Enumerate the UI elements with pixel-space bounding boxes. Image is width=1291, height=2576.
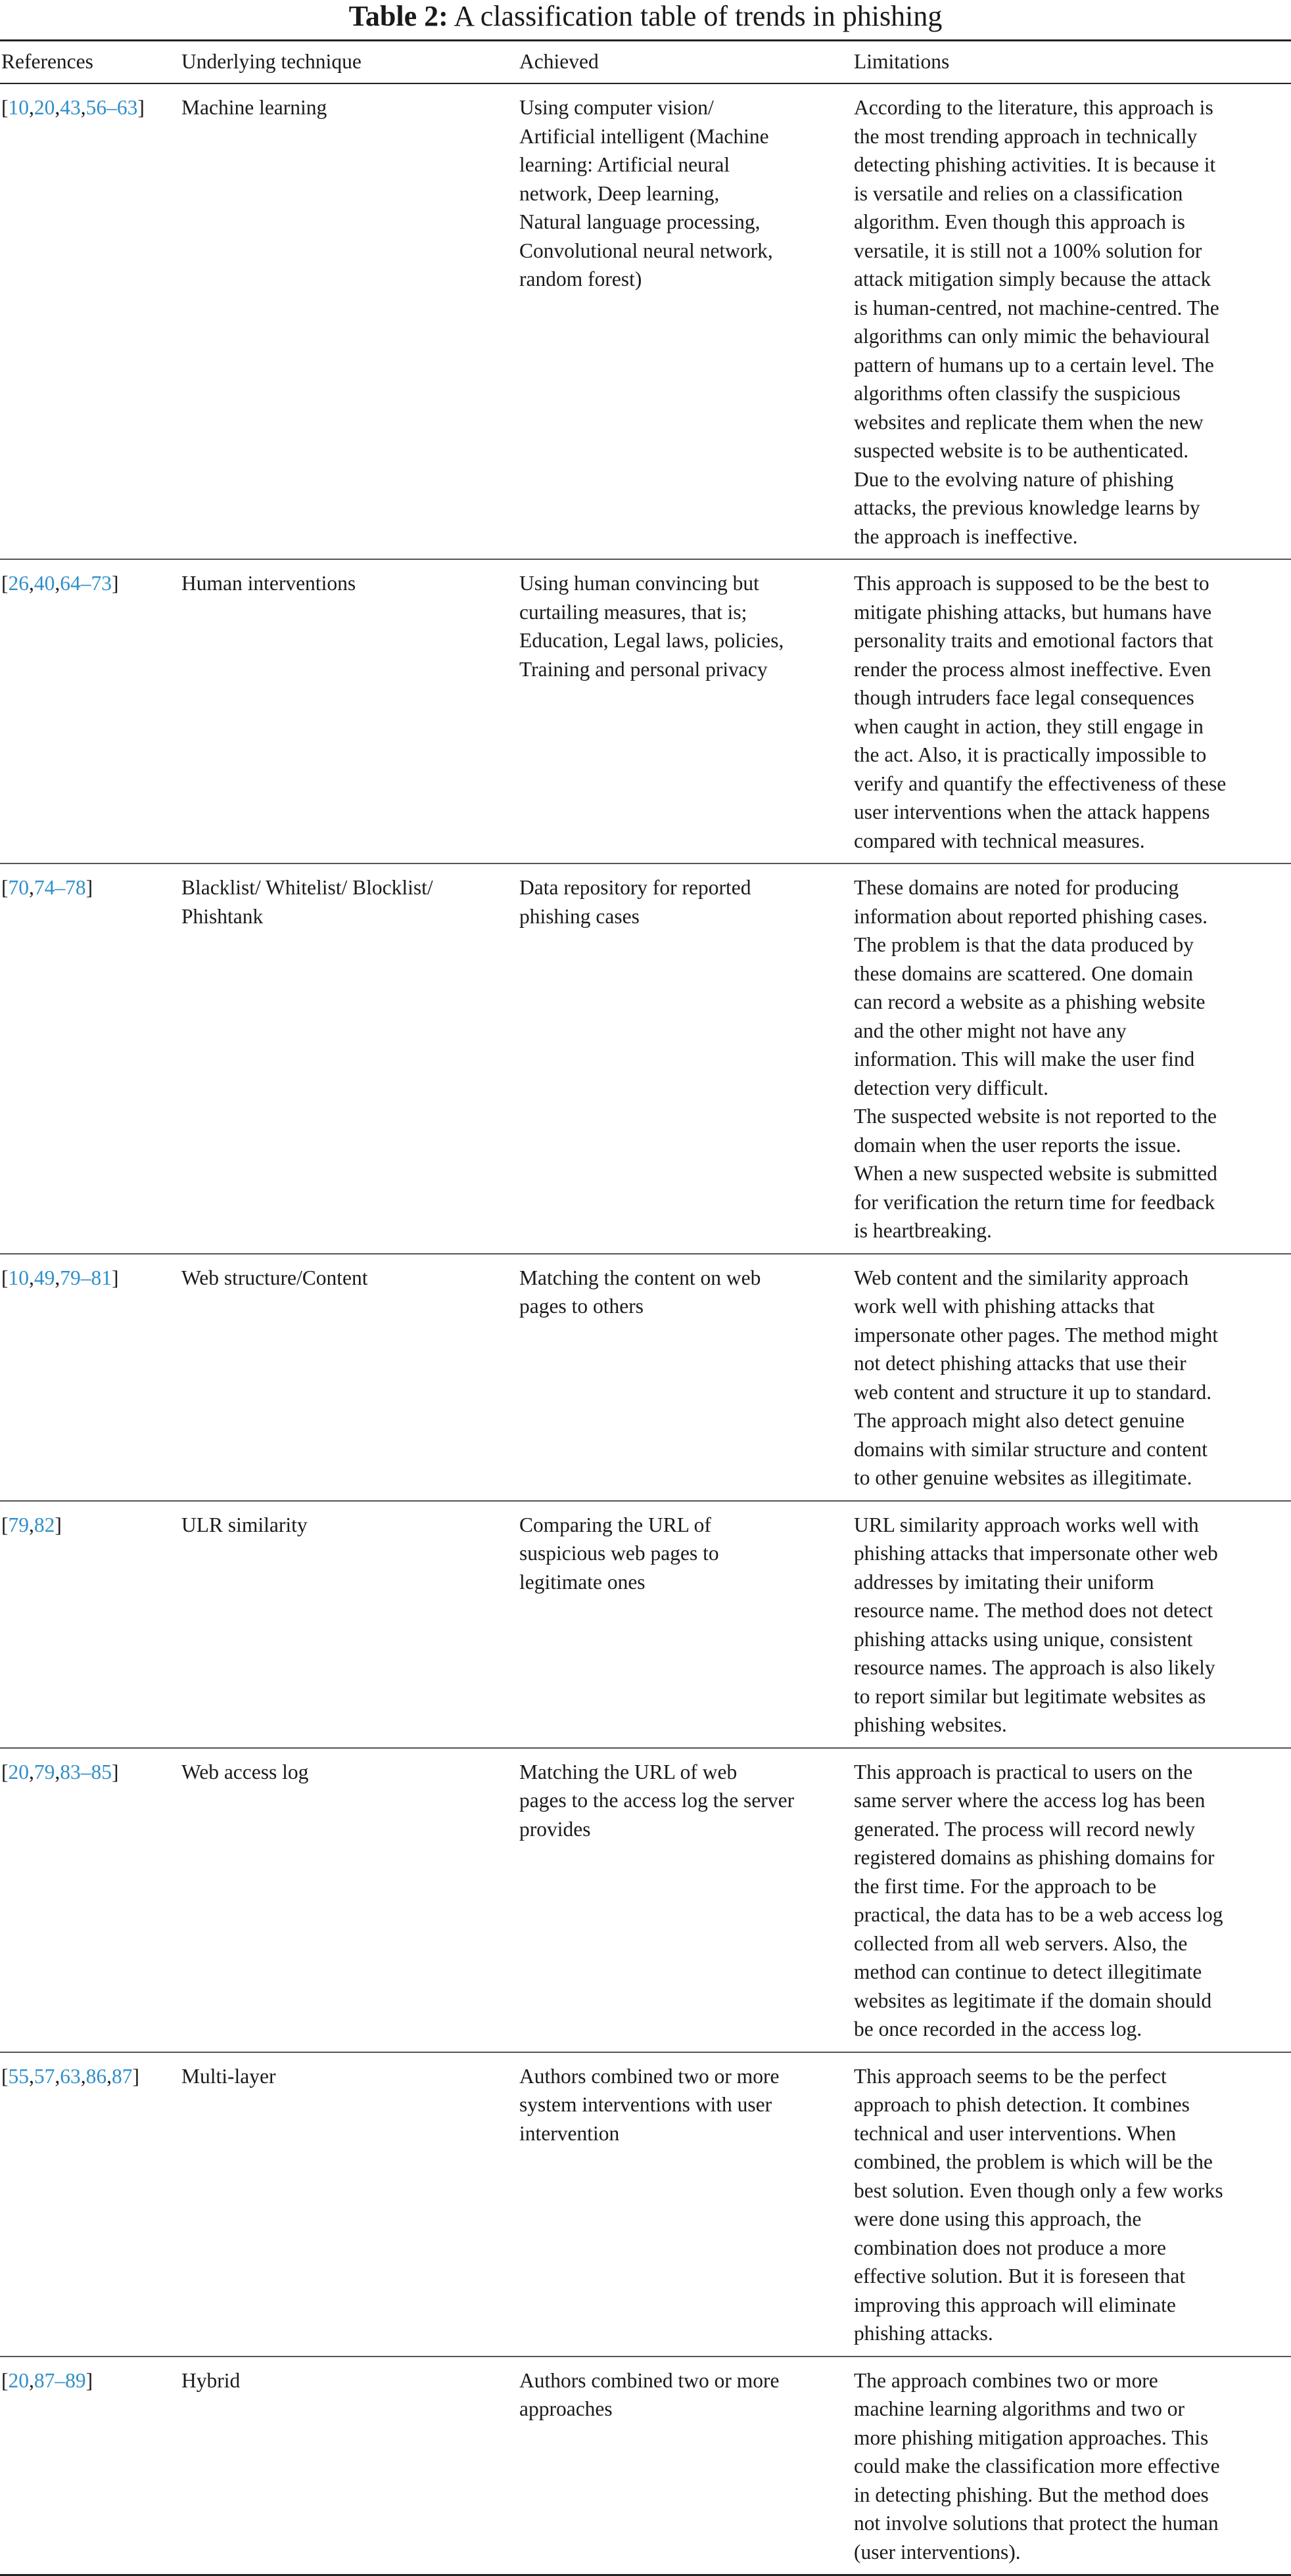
header-references: References (0, 42, 181, 83)
row-achieved: Using human convincing but curtailing measures, that is; Education, Legal laws, policies, Training and personal privacy (519, 559, 854, 863)
reference-link[interactable]: 87–89 (34, 2368, 86, 2392)
row-limitations: According to the literature, this approach is the most trending approach in technically detecting phishing activities. It is because it is versatile and relies on a classification algorithm. Even though this approach is versatile, it is still not a 100% solution for attack mitigation simply because the attack is human-centred, not machine-centred. The algorithms can only mimic the behavioural pattern of humans up to a certain level. The algorithms often classify the suspicious websites and replicate them when the new suspected website is to be authenticated. Due to the evolving nature of phishing attacks, the previous knowledge learns by the approach is ineffective. (854, 83, 1291, 559)
classification-table (0, 42, 1291, 2576)
table-body (0, 83, 1291, 2575)
reference-link[interactable]: 20 (8, 2368, 29, 2392)
reference-link[interactable]: 82 (34, 1513, 55, 1536)
reference-link[interactable]: 87 (112, 2064, 133, 2088)
table-row (0, 559, 1291, 863)
reference-link[interactable]: 20 (34, 96, 55, 119)
row-technique: Web access log (181, 1748, 519, 2052)
reference-link[interactable]: 43 (60, 96, 81, 119)
row-achieved: Authors combined two or more approaches (519, 2357, 854, 2575)
table-row (0, 2357, 1291, 2575)
reference-link[interactable]: 20 (8, 1760, 29, 1783)
row-achieved: Using computer vision/ Artificial intelligent (Machine learning: Artificial neural network, Deep learning, Natural language processing, Convolutional neural network, random forest) (519, 83, 854, 559)
reference-link[interactable]: 83–85 (60, 1760, 112, 1783)
reference-link[interactable]: 26 (8, 572, 29, 595)
table-caption (0, 0, 1291, 37)
row-references: [70,74–78] (0, 863, 181, 1254)
row-references: [20,87–89] (0, 2357, 181, 2575)
row-technique: Blacklist/ Whitelist/ Blocklist/ Phishtank (181, 863, 519, 1254)
table-row (0, 1254, 1291, 1501)
row-achieved: Authors combined two or more system interventions with user intervention (519, 2052, 854, 2357)
header-limitations: Limitations (854, 42, 1291, 83)
row-achieved: Matching the URL of web pages to the access log the server provides (519, 1748, 854, 2052)
row-technique: Hybrid (181, 2357, 519, 2575)
row-limitations: These domains are noted for producing information about reported phishing cases. The problem is that the data produced by these domains are scattered. One domain can record a website as a phishing website and the other might not have any information. This will make the user find detection very difficult. The suspected website is not reported to the domain when the user reports the issue. When a new suspected website is submitted for verification the return time for feedback is heartbreaking. (854, 863, 1291, 1254)
table-caption-title: A classification table of trends in phishing (448, 0, 943, 32)
table-caption-label: Table 2: (348, 0, 448, 32)
table-row (0, 1501, 1291, 1748)
row-references: [10,20,43,56–63] (0, 83, 181, 559)
reference-link[interactable]: 49 (34, 1266, 55, 1289)
row-technique: Web structure/Content (181, 1254, 519, 1501)
row-limitations: This approach is practical to users on the same server where the access log has been generated. The process will record newly registered domains as phishing domains for the first time. For the approach to be practical, the data has to be a web access log collected from all web servers. Also, the method can continue to detect illegitimate websites as legitimate if the domain should be once recorded in the access log. (854, 1748, 1291, 2052)
table-row (0, 863, 1291, 1254)
reference-link[interactable]: 74–78 (34, 876, 86, 899)
row-references: [55,57,63,86,87] (0, 2052, 181, 2357)
row-limitations: URL similarity approach works well with phishing attacks that impersonate other web addresses by imitating their uniform resource name. The method does not detect phishing attacks using unique, consistent resource names. The approach is also likely to report similar but legitimate websites as phishing websites. (854, 1501, 1291, 1748)
reference-link[interactable]: 70 (8, 876, 29, 899)
row-achieved: Data repository for reported phishing cases (519, 863, 854, 1254)
row-limitations: Web content and the similarity approach work well with phishing attacks that impersonate other pages. The method might not detect phishing attacks that use their web content and structure it up to standard. The approach might also detect genuine domains with similar structure and content to other genuine websites as illegitimate. (854, 1254, 1291, 1501)
reference-link[interactable]: 57 (34, 2064, 55, 2088)
row-achieved: Comparing the URL of suspicious web pages to legitimate ones (519, 1501, 854, 1748)
reference-link[interactable]: 40 (34, 572, 55, 595)
row-technique: Human interventions (181, 559, 519, 863)
header-row (0, 42, 1291, 83)
reference-link[interactable]: 79–81 (60, 1266, 112, 1289)
row-references: [26,40,64–73] (0, 559, 181, 863)
reference-link[interactable]: 56–63 (85, 96, 138, 119)
reference-link[interactable]: 10 (8, 1266, 29, 1289)
top-rule (0, 39, 1291, 41)
table-row (0, 1748, 1291, 2052)
reference-link[interactable]: 10 (8, 96, 29, 119)
reference-link[interactable]: 79 (8, 1513, 29, 1536)
header-technique: Underlying technique (181, 42, 519, 83)
row-references: [20,79,83–85] (0, 1748, 181, 2052)
row-achieved: Matching the content on web pages to others (519, 1254, 854, 1501)
row-references: [10,49,79–81] (0, 1254, 181, 1501)
header-achieved: Achieved (519, 42, 854, 83)
row-limitations: This approach is supposed to be the best to mitigate phishing attacks, but humans have personality traits and emotional factors that render the process almost ineffective. Even though intruders face legal consequences when caught in action, they still engage in the act. Also, it is practically impossible to verify and quantify the effectiveness of these user interventions when the attack happens compared with technical measures. (854, 559, 1291, 863)
reference-link[interactable]: 64–73 (60, 572, 112, 595)
row-references: [79,82] (0, 1501, 181, 1748)
reference-link[interactable]: 63 (60, 2064, 81, 2088)
row-technique: Machine learning (181, 83, 519, 559)
row-technique: ULR similarity (181, 1501, 519, 1748)
reference-link[interactable]: 55 (8, 2064, 29, 2088)
row-limitations: This approach seems to be the perfect approach to phish detection. It combines technical and user interventions. When combined, the problem is which will be the best solution. Even though only a few works were done using this approach, the combination does not produce a more effective solution. But it is foreseen that improving this approach will eliminate phishing attacks. (854, 2052, 1291, 2357)
reference-link[interactable]: 86 (85, 2064, 107, 2088)
row-technique: Multi-layer (181, 2052, 519, 2357)
table-row (0, 83, 1291, 559)
row-limitations: The approach combines two or more machine learning algorithms and two or more phishing mitigation approaches. This could make the classification more effective in detecting phishing. But the method does not involve solutions that protect the human (user interventions). (854, 2357, 1291, 2575)
table-row (0, 2052, 1291, 2357)
reference-link[interactable]: 79 (34, 1760, 55, 1783)
